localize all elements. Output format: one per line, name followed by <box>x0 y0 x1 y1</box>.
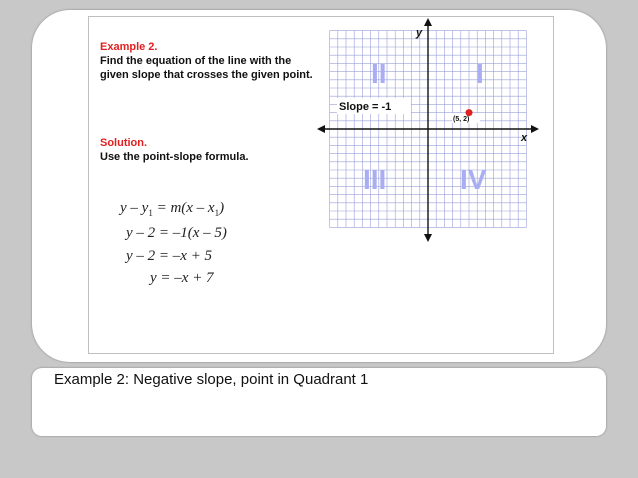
quadrant-label-iii: III <box>363 164 387 195</box>
x-axis-arrow-left <box>317 125 325 133</box>
x-axis-arrow-right <box>531 125 539 133</box>
solution-title: Solution. <box>100 137 148 149</box>
equation-slope-intercept: y = –x + 7 <box>150 270 214 286</box>
point-label: (5, 2) <box>453 116 470 123</box>
plotted-point <box>466 109 473 116</box>
x-axis-label: x <box>521 132 528 144</box>
example-title: Example 2. <box>100 41 158 53</box>
problem-statement: Find the equation of the line with the given slope that crosses the given point. <box>100 55 313 81</box>
quadrant-label-i: I <box>476 58 484 89</box>
y-axis-arrow-down <box>424 234 432 242</box>
equation-distributed: y – 2 = –x + 5 <box>126 248 213 264</box>
equation-substituted: y – 2 = –1(x – 5) <box>126 225 227 241</box>
quadrant-label-ii: II <box>371 58 387 89</box>
quadrant-label-iv: IV <box>460 164 487 195</box>
y-axis-label: y <box>416 27 423 39</box>
solution-text: Use the point-slope formula. <box>100 151 249 163</box>
y-axis-arrow-up <box>424 18 432 26</box>
caption-text: Example 2: Negative slope, point in Quadrant 1 <box>54 371 369 388</box>
caption-box <box>32 368 606 436</box>
equation-point-slope-formula: $y - y_1 = m(x - x_1)$ <box>120 200 225 218</box>
coordinate-graph <box>314 16 544 246</box>
slope-label: Slope = -1 <box>339 101 392 113</box>
